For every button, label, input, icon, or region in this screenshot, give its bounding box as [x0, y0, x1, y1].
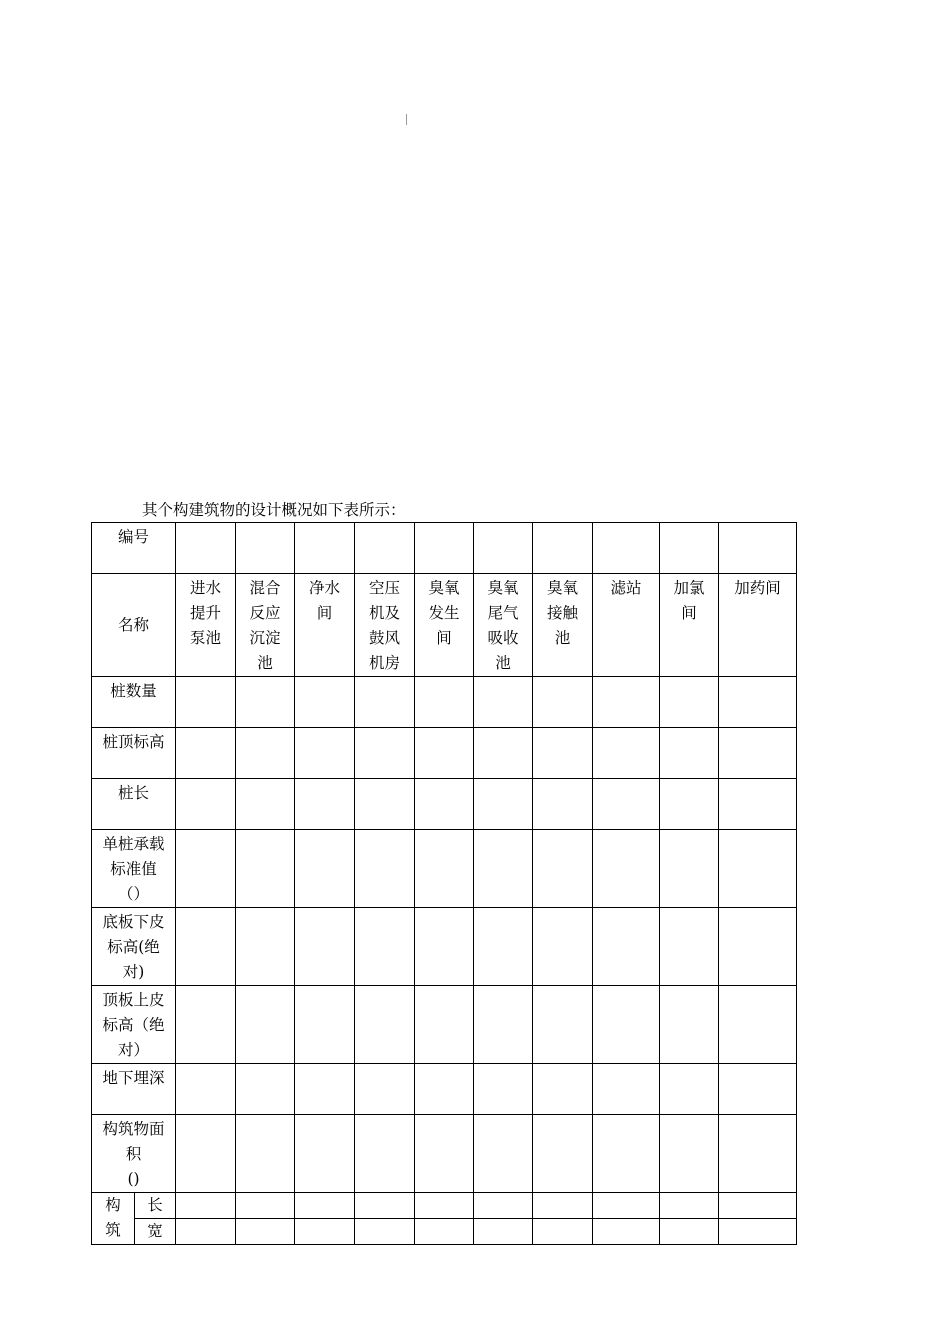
table-cell[interactable]: [660, 830, 719, 908]
table-cell[interactable]: [533, 830, 593, 908]
table-cell[interactable]: [474, 1115, 533, 1193]
table-cell[interactable]: [415, 677, 474, 728]
row-label-width: 宽: [135, 1219, 176, 1245]
table-cell[interactable]: [236, 523, 295, 574]
table-cell[interactable]: [533, 728, 593, 779]
table-cell[interactable]: [415, 1193, 474, 1219]
table-cell[interactable]: [176, 830, 236, 908]
table-cell[interactable]: [415, 1219, 474, 1245]
table-row-number: [92, 523, 797, 574]
table-cell[interactable]: [660, 779, 719, 830]
table-cell[interactable]: [474, 523, 533, 574]
table-cell[interactable]: [593, 677, 660, 728]
table-row-pile-count: [92, 677, 797, 728]
table-cell[interactable]: [176, 523, 236, 574]
table-cell[interactable]: [719, 1115, 797, 1193]
row-label-name: 名称: [92, 574, 176, 677]
table-cell[interactable]: [474, 779, 533, 830]
table-cell[interactable]: [355, 1115, 415, 1193]
table-cell[interactable]: [533, 677, 593, 728]
table-cell[interactable]: [355, 986, 415, 1064]
structure-name-cell: 净水 间: [295, 574, 355, 677]
table-row-burial-depth: [92, 1064, 797, 1115]
table-cell[interactable]: [660, 728, 719, 779]
table-cell[interactable]: [593, 1064, 660, 1115]
table-row-pile-capacity: [92, 830, 797, 908]
table-cell[interactable]: [474, 677, 533, 728]
table-cell[interactable]: [593, 986, 660, 1064]
table-cell[interactable]: [474, 908, 533, 986]
table-cell[interactable]: [355, 728, 415, 779]
table-row-bottom-elevation: [92, 908, 797, 986]
table-cell[interactable]: [593, 779, 660, 830]
structure-name-cell: 臭氧 尾气 吸收 池: [474, 574, 533, 677]
row-label-pile-count: 桩数量: [92, 677, 176, 728]
table-cell[interactable]: [719, 523, 797, 574]
row-label-pile-top-elevation: 桩顶标高: [92, 728, 176, 779]
table-cell[interactable]: [719, 908, 797, 986]
table-cell[interactable]: [355, 1193, 415, 1219]
table-cell[interactable]: [236, 1193, 295, 1219]
structure-name-cell: 进水 提升 泵池: [176, 574, 236, 677]
row-label-pile-length: 桩长: [92, 779, 176, 830]
row-label-length: 长: [135, 1193, 176, 1219]
table-cell[interactable]: [176, 728, 236, 779]
structure-name-cell: 臭氧 接触 池: [533, 574, 593, 677]
table-row-name: [92, 574, 797, 677]
table-cell[interactable]: [295, 779, 355, 830]
table-cell[interactable]: [415, 779, 474, 830]
table-cell[interactable]: [593, 523, 660, 574]
table-cell[interactable]: [593, 1115, 660, 1193]
table-cell[interactable]: [719, 1193, 797, 1219]
table-cell[interactable]: [719, 779, 797, 830]
table-cell[interactable]: [533, 1193, 593, 1219]
structure-name-cell: 滤站: [593, 574, 660, 677]
row-label-area: 构筑物面 积 (): [92, 1115, 176, 1193]
table-cell[interactable]: [533, 779, 593, 830]
table-cell[interactable]: [533, 908, 593, 986]
structure-name-cell: 加氯 间: [660, 574, 719, 677]
table-cell[interactable]: [236, 830, 295, 908]
table-cell[interactable]: [355, 1064, 415, 1115]
table-cell[interactable]: [660, 1115, 719, 1193]
row-label-bottom-elevation: 底板下皮 标高(绝 对): [92, 908, 176, 986]
table-cell[interactable]: [355, 779, 415, 830]
table-cell[interactable]: [660, 523, 719, 574]
table-cell[interactable]: [474, 986, 533, 1064]
table-cell[interactable]: [719, 1219, 797, 1245]
table-cell[interactable]: [236, 1115, 295, 1193]
table-cell[interactable]: [593, 728, 660, 779]
table-cell[interactable]: [660, 908, 719, 986]
text-cursor-mark: [406, 114, 407, 125]
table-cell[interactable]: [533, 523, 593, 574]
table-cell[interactable]: [415, 1115, 474, 1193]
table-cell[interactable]: [415, 728, 474, 779]
table-row-area: [92, 1115, 797, 1193]
row-label-pile-capacity: 单桩承载 标准值 （）: [92, 830, 176, 908]
table-cell[interactable]: [295, 1193, 355, 1219]
table-cell[interactable]: [176, 677, 236, 728]
table-row-length: [92, 1193, 797, 1219]
table-cell[interactable]: [295, 986, 355, 1064]
table-cell[interactable]: [176, 1115, 236, 1193]
table-cell[interactable]: [415, 908, 474, 986]
table-cell[interactable]: [533, 1115, 593, 1193]
table-cell[interactable]: [295, 1064, 355, 1115]
table-cell[interactable]: [660, 986, 719, 1064]
table-cell[interactable]: [533, 986, 593, 1064]
structure-name-cell: 加药间: [719, 574, 797, 677]
table-cell[interactable]: [236, 728, 295, 779]
table-cell[interactable]: [236, 779, 295, 830]
table-cell[interactable]: [355, 830, 415, 908]
table-cell[interactable]: [474, 1193, 533, 1219]
table-row-pile-top-elevation: [92, 728, 797, 779]
table-cell[interactable]: [295, 1115, 355, 1193]
table-cell[interactable]: [176, 986, 236, 1064]
table-cell[interactable]: [295, 1219, 355, 1245]
table-cell[interactable]: [415, 830, 474, 908]
table-cell[interactable]: [295, 523, 355, 574]
table-cell[interactable]: [176, 1193, 236, 1219]
table-cell[interactable]: [719, 677, 797, 728]
table-cell[interactable]: [719, 728, 797, 779]
table-cell[interactable]: [355, 523, 415, 574]
table-cell[interactable]: [176, 1064, 236, 1115]
table-cell[interactable]: [295, 908, 355, 986]
intro-paragraph: 其个构建筑物的设计概况如下表所示：: [142, 501, 406, 519]
table-row-top-elevation: [92, 986, 797, 1064]
table-cell[interactable]: [176, 779, 236, 830]
table-cell[interactable]: [593, 1219, 660, 1245]
table-cell[interactable]: [474, 1064, 533, 1115]
row-label-dims-group: 构 筑: [92, 1193, 135, 1245]
table-cell[interactable]: [660, 1064, 719, 1115]
row-label-burial-depth: 地下埋深: [92, 1064, 176, 1115]
table-cell[interactable]: [719, 830, 797, 908]
table-cell[interactable]: [236, 1064, 295, 1115]
table-cell[interactable]: [236, 1219, 295, 1245]
table-cell[interactable]: [474, 728, 533, 779]
table-cell[interactable]: [355, 908, 415, 986]
table-cell[interactable]: [660, 1219, 719, 1245]
table-cell[interactable]: [593, 830, 660, 908]
structure-name-cell: 空压 机及 鼓风 机房: [355, 574, 415, 677]
table-row-width: [92, 1219, 797, 1245]
table-cell[interactable]: [474, 830, 533, 908]
table-cell[interactable]: [295, 728, 355, 779]
structure-name-cell: 混合 反应 沉淀 池: [236, 574, 295, 677]
table-cell[interactable]: [236, 908, 295, 986]
table-cell[interactable]: [719, 986, 797, 1064]
table-cell[interactable]: [295, 830, 355, 908]
table-cell[interactable]: [660, 1193, 719, 1219]
table-cell[interactable]: [593, 1193, 660, 1219]
table-cell[interactable]: [295, 677, 355, 728]
table-cell[interactable]: [474, 1219, 533, 1245]
table-cell[interactable]: [415, 1064, 474, 1115]
table-cell[interactable]: [236, 986, 295, 1064]
table-cell[interactable]: [176, 1219, 236, 1245]
table-cell[interactable]: [355, 677, 415, 728]
row-label-number: 编号: [92, 523, 176, 574]
row-label-top-elevation: 顶板上皮 标高（绝 对）: [92, 986, 176, 1064]
structure-design-table: [91, 522, 797, 1245]
table-row-pile-length: [92, 779, 797, 830]
table-cell[interactable]: [355, 1219, 415, 1245]
table-cell[interactable]: [660, 677, 719, 728]
table-cell[interactable]: [415, 523, 474, 574]
table-cell[interactable]: [533, 1219, 593, 1245]
table-cell[interactable]: [719, 1064, 797, 1115]
table-cell[interactable]: [415, 986, 474, 1064]
table-cell[interactable]: [593, 908, 660, 986]
table-cell[interactable]: [176, 908, 236, 986]
structure-name-cell: 臭氧 发生 间: [415, 574, 474, 677]
table-cell[interactable]: [533, 1064, 593, 1115]
table-cell[interactable]: [236, 677, 295, 728]
